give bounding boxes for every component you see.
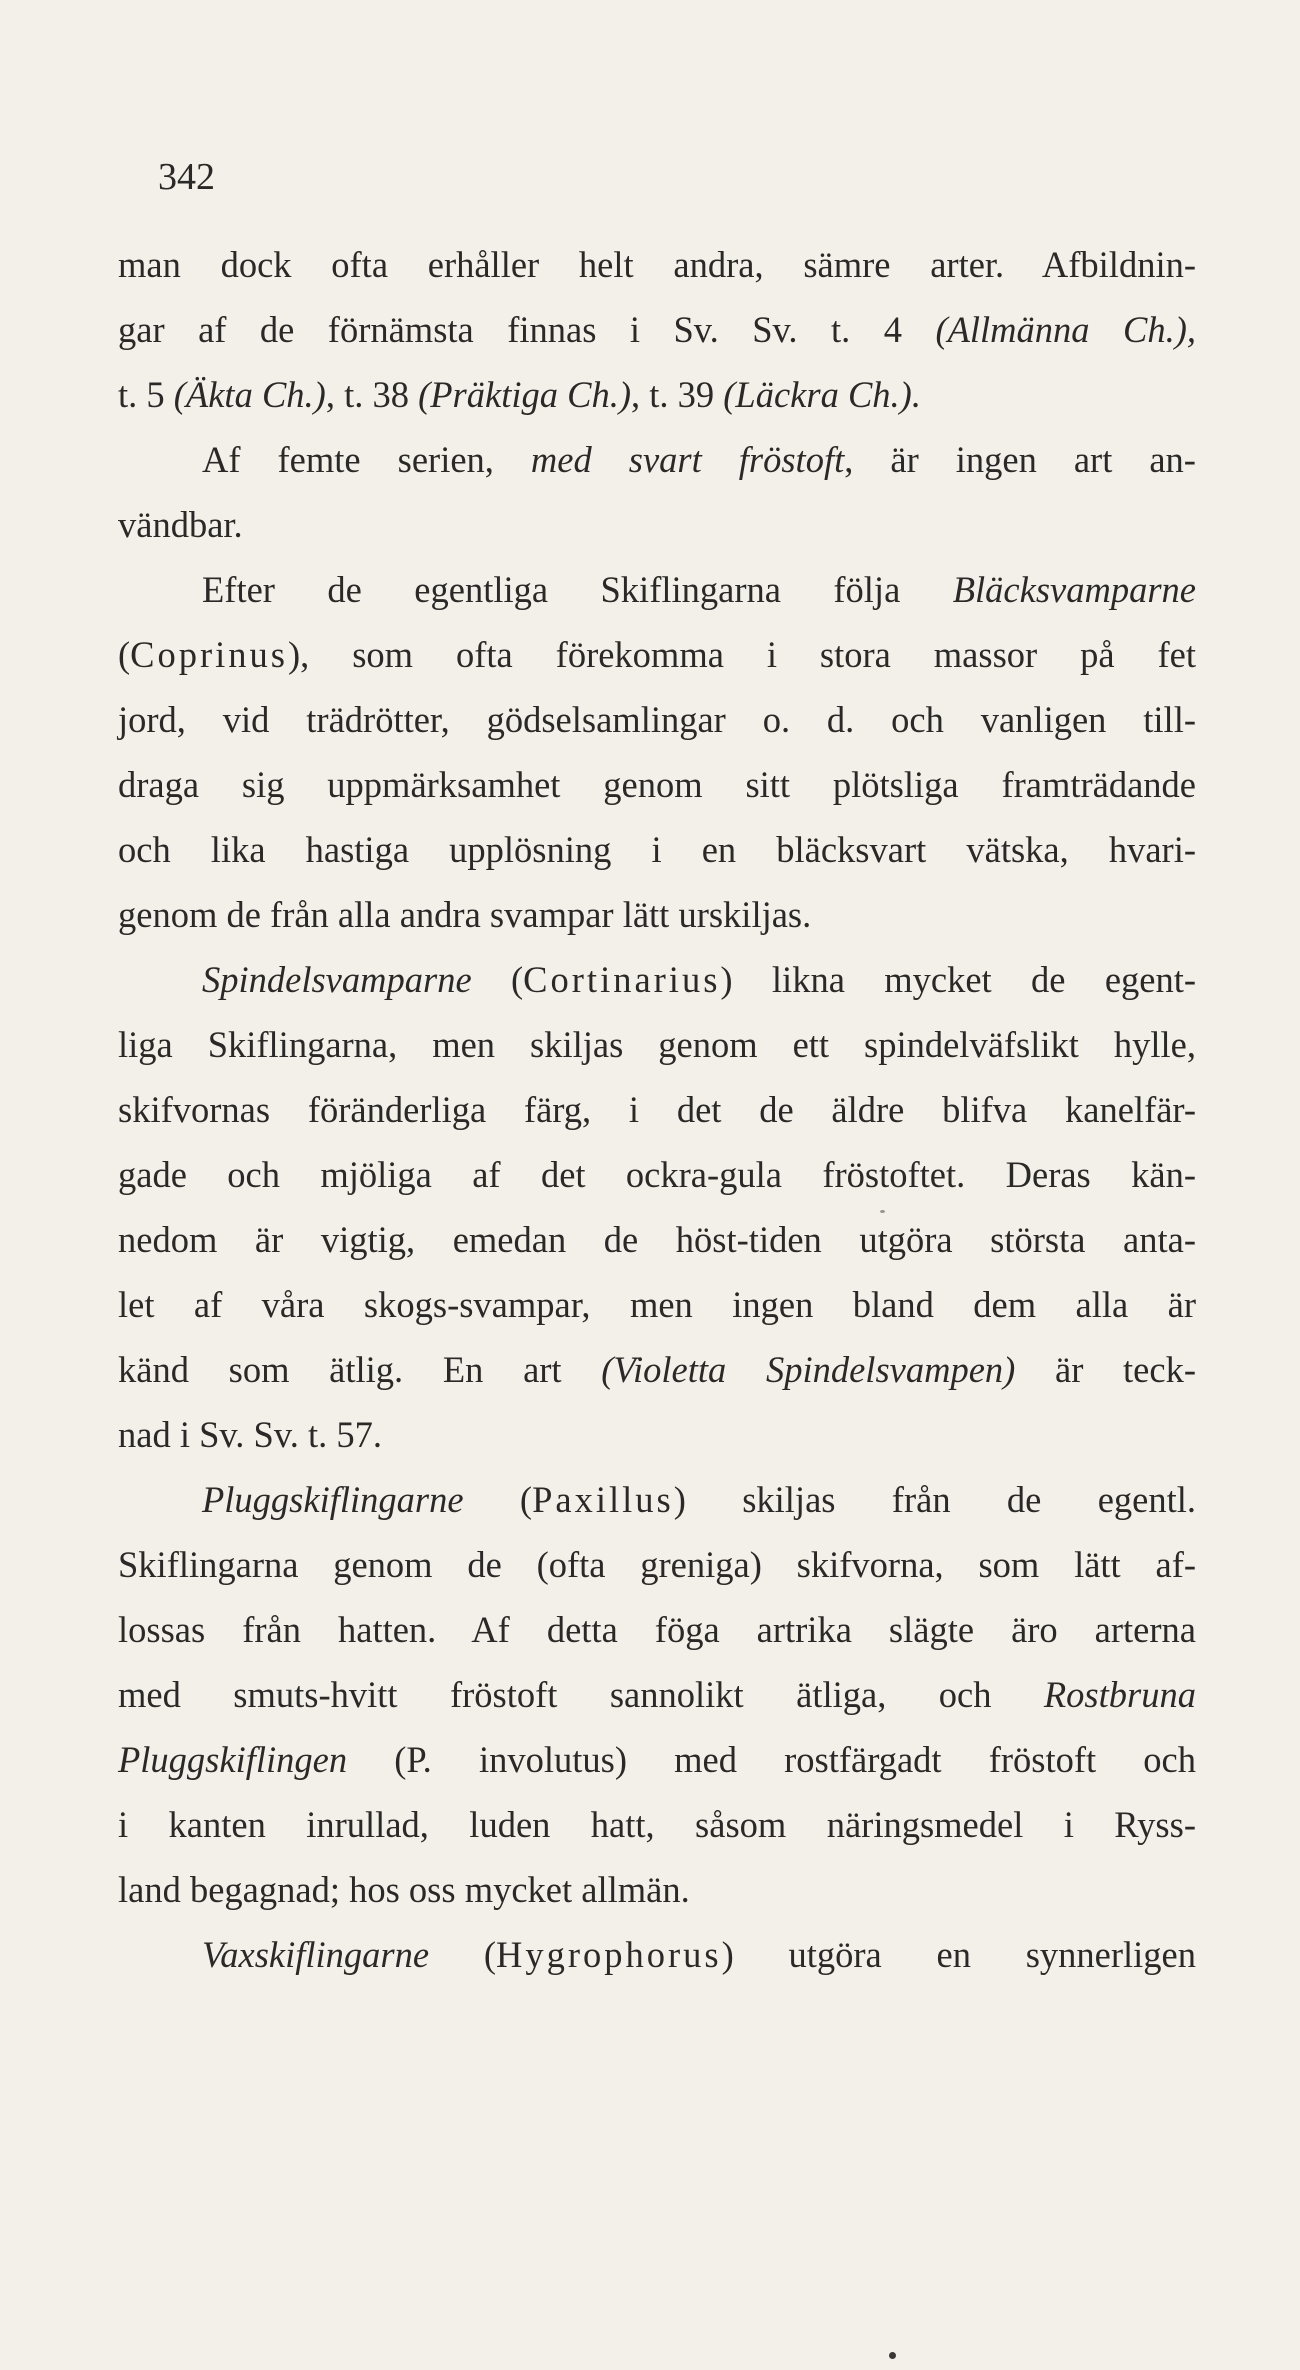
text-run: draga sig uppmärksamhet genom sitt plötsliga framträdande <box>118 764 1196 805</box>
text-run: med smuts-hvitt fröstoft sannolikt ätliga, och <box>118 1674 1044 1715</box>
text-line <box>118 1597 1196 1662</box>
text-run: gar af de förnämsta finnas i Sv. Sv. t. 4 <box>118 309 936 350</box>
text-line <box>118 557 1196 622</box>
text-run: ( <box>471 959 524 1000</box>
text-line <box>118 1077 1196 1142</box>
italic-term: Rostbruna <box>1043 1674 1196 1715</box>
text-run: Af femte serien, <box>202 439 531 480</box>
text-line <box>118 1792 1196 1857</box>
genus-name: Hygrophorus <box>495 1934 722 1975</box>
text-run: Efter de egentliga Skiflingarna följa <box>202 569 953 610</box>
text-run: , är ingen art an- <box>844 439 1196 480</box>
text-line <box>118 1532 1196 1597</box>
text-line <box>118 882 1196 947</box>
italic-term: Pluggskiflingen <box>118 1739 348 1780</box>
italic-term: Bläcksvamparne <box>952 569 1196 610</box>
text-line <box>118 1467 1196 1532</box>
body-text <box>118 232 1196 1987</box>
ink-speck <box>880 1210 885 1213</box>
text-run: liga Skiflingarna, men skiljas genom ett spindelväfslikt hylle, <box>118 1024 1196 1065</box>
text-line <box>118 947 1196 1012</box>
text-run: ( <box>463 1479 533 1520</box>
text-run: är teck- <box>1015 1349 1196 1390</box>
text-run: man dock ofta erhåller helt andra, sämre arter. Afbildnin- <box>118 244 1196 285</box>
text-line <box>118 1662 1196 1727</box>
italic-term: (Äkta Ch.) <box>173 374 326 415</box>
text-run: , t. 39 <box>631 374 724 415</box>
text-run: nedom är vigtig, emedan de höst-tiden utgöra största anta- <box>118 1219 1196 1260</box>
text-run: nad i Sv. Sv. t. 57. <box>118 1414 382 1455</box>
text-line <box>118 1142 1196 1207</box>
text-run: vändbar. <box>118 504 243 545</box>
text-line <box>118 622 1196 687</box>
text-line <box>118 1727 1196 1792</box>
text-line <box>118 1207 1196 1272</box>
text-run: känd som ätlig. En art <box>118 1349 602 1390</box>
text-line <box>118 427 1196 492</box>
text-line <box>118 1922 1196 1987</box>
text-run: i kanten inrullad, luden hatt, såsom näringsmedel i Ryss- <box>118 1804 1196 1845</box>
text-run: let af våra skogs-svampar, men ingen bland dem alla är <box>118 1284 1196 1325</box>
text-run: t. 5 <box>118 374 174 415</box>
text-run: ( <box>429 1934 496 1975</box>
italic-term: Vaxskiflingarne <box>202 1934 430 1975</box>
text-run: genom de från alla andra svampar lätt urskiljas. <box>118 894 812 935</box>
genus-name: Coprinus <box>130 634 289 675</box>
text-line <box>118 817 1196 882</box>
text-run: Skiflingarna genom de (ofta greniga) skifvorna, som lätt af- <box>118 1544 1196 1585</box>
text-line <box>118 1402 1196 1467</box>
text-line <box>118 1012 1196 1077</box>
text-run: och lika hastiga upplösning i en bläcksvart vätska, hvari- <box>118 829 1196 870</box>
genus-name: Paxillus <box>532 1479 674 1520</box>
text-line <box>118 297 1196 362</box>
text-run: ( <box>118 634 131 675</box>
italic-term: Spindelsvamparne <box>202 959 472 1000</box>
text-line <box>118 1272 1196 1337</box>
text-run: ) utgöra en synnerligen <box>721 1934 1196 1975</box>
genus-name: Cortinarius <box>523 959 721 1000</box>
page-number: 342 <box>158 156 215 198</box>
italic-term: (Präktiga Ch.) <box>418 374 631 415</box>
text-run: gade och mjöliga af det ockra-gula fröstoftet. Deras kän- <box>118 1154 1196 1195</box>
text-run: (P. involutus) med rostfärgadt fröstoft och <box>347 1739 1196 1780</box>
text-run: land begagnad; hos oss mycket allmän. <box>118 1869 690 1910</box>
text-line <box>118 1337 1196 1402</box>
text-line <box>118 1857 1196 1922</box>
italic-term: med svart fröstoft <box>530 439 845 480</box>
italic-term: Pluggskiflingarne <box>202 1479 464 1520</box>
text-line <box>118 687 1196 752</box>
text-line <box>118 752 1196 817</box>
text-line <box>118 232 1196 297</box>
italic-term: (Violetta Spindelsvampen) <box>601 1349 1016 1390</box>
text-run: ) likna mycket de egent- <box>720 959 1197 1000</box>
italic-term: (Läckra Ch.). <box>723 374 921 415</box>
text-run: , t. 38 <box>325 374 419 415</box>
text-run: jord, vid trädrötter, gödselsamlingar o. d. och vanligen till- <box>118 699 1196 740</box>
text-line <box>118 492 1196 557</box>
ink-speck <box>889 2352 896 2359</box>
text-run: lossas från hatten. Af detta föga artrika slägte äro arterna <box>118 1609 1196 1650</box>
text-run: ), som ofta förekomma i stora massor på fet <box>288 634 1196 675</box>
italic-term: (Allmänna Ch.), <box>935 309 1197 350</box>
text-run: skifvornas föränderliga färg, i det de äldre blifva kanelfär- <box>118 1089 1196 1130</box>
text-run: ) skiljas från de egentl. <box>673 1479 1196 1520</box>
text-line <box>118 362 1196 427</box>
